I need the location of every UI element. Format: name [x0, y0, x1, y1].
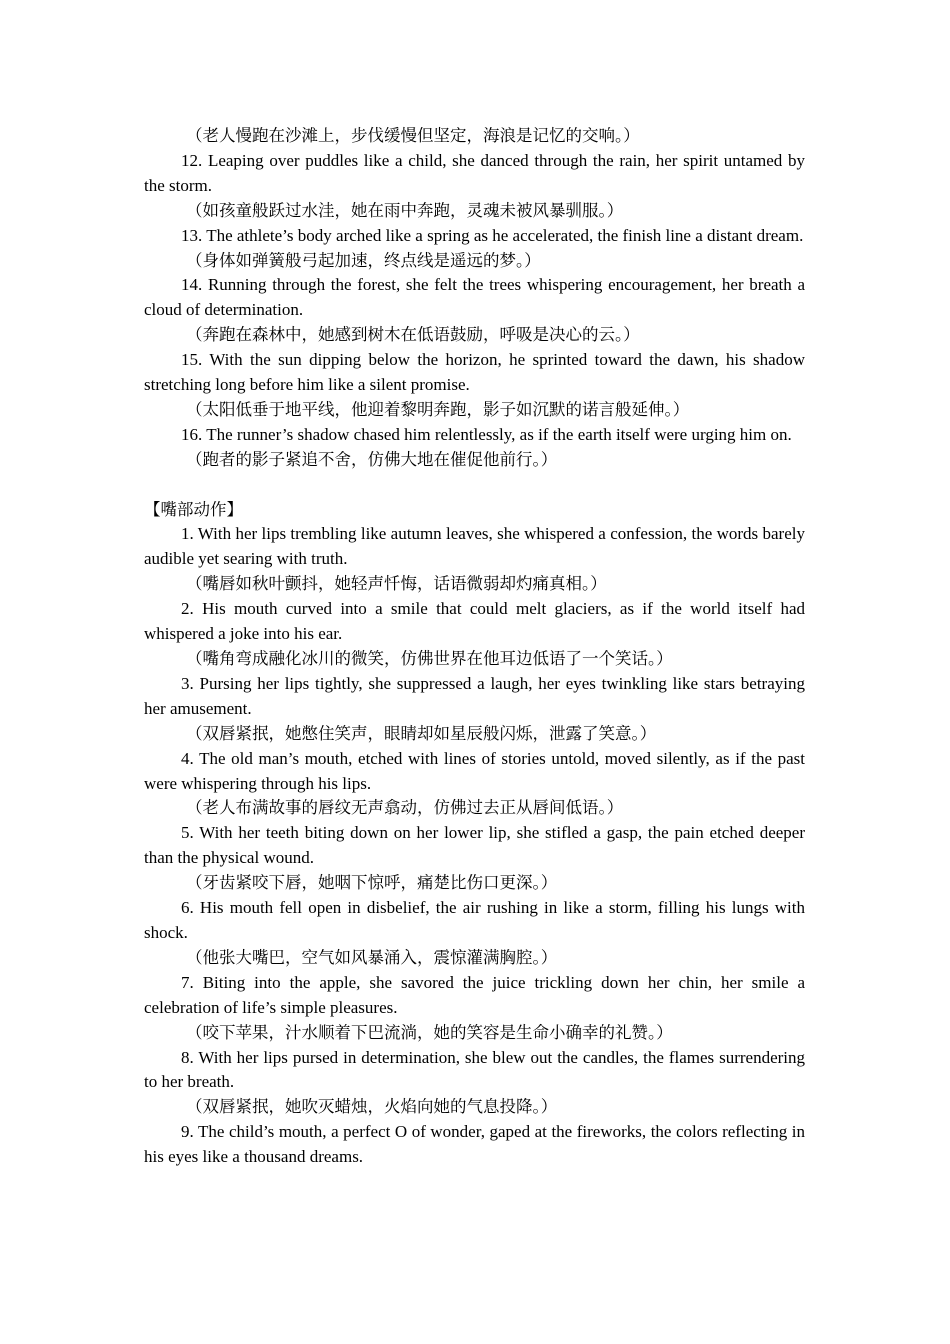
mouth-translation-7: （咬下苹果，汁水顺着下巴流淌，她的笑容是生命小确幸的礼赞。）	[186, 1022, 673, 1042]
translation-16: （跑者的影子紧追不舍，仿佛大地在催促他前行。）	[186, 449, 558, 469]
mouth-translation-3: （双唇紧抿，她憋住笑声，眼睛却如星辰般闪烁，泄露了笑意。）	[186, 723, 657, 743]
mouth-translation-8: （双唇紧抿，她吹灭蜡烛，火焰向她的气息投降。）	[186, 1097, 558, 1117]
sentence-16: 16. The runner’s shadow chased him relentlessly, as if the earth itself were urging him on.	[181, 424, 792, 444]
translation-line: （老人慢跑在沙滩上，步伐缓慢但坚定，海浪是记忆的交响。）	[186, 126, 640, 145]
mouth-translation-4: （老人布满故事的唇纹无声翕动，仿佛过去正从唇间低语。）	[186, 798, 624, 818]
translation-13: （身体如弹簧般弓起加速，终点线是遥远的梦。）	[186, 250, 541, 270]
mouth-sentence-8: 8. With her lips pursed in determination, she blew out the candles, the flames surrendering to her breath.	[144, 1047, 805, 1092]
mouth-sentence-2: 2. His mouth curved into a smile that could melt glaciers, as if the world itself had whispered a joke into his ear.	[144, 599, 805, 644]
sentence-13: 13. The athlete’s body arched like a spring as he accelerated, the finish line a distant dream.	[181, 225, 804, 245]
section-heading: 【嘴部动作】	[144, 499, 243, 519]
translation-14: （奔跑在森林中，她感到树木在低语鼓励，呼吸是决心的云。）	[186, 325, 640, 345]
document-page	[144, 124, 805, 1170]
mouth-sentence-9: 9. The child’s mouth, a perfect O of wonder, gaped at the fireworks, the colors reflecting in his eyes like a thousand dreams.	[144, 1122, 805, 1167]
translation-12: （如孩童般跃过水洼，她在雨中奔跑，灵魂未被风暴驯服。）	[186, 200, 624, 220]
mouth-translation-2: （嘴角弯成融化冰川的微笑，仿佛世界在他耳边低语了一个笑话。）	[186, 649, 673, 669]
translation-15: （太阳低垂于地平线，他迎着黎明奔跑，影子如沉默的诺言般延伸。）	[186, 399, 690, 419]
mouth-sentence-6: 6. His mouth fell open in disbelief, the air rushing in like a storm, filling his lungs with shock.	[144, 898, 805, 942]
blank-line	[144, 473, 805, 498]
mouth-sentence-7: 7. Biting into the apple, she savored the juice trickling down her chin, her smile a celebration of life’s simple pleasures.	[144, 972, 805, 1017]
mouth-translation-5: （牙齿紧咬下唇，她咽下惊呼，痛楚比伤口更深。）	[186, 873, 558, 893]
mouth-sentence-4: 4. The old man’s mouth, etched with lines of stories untold, moved silently, as if the past were whispering through his lips.	[144, 748, 805, 793]
mouth-sentence-1: 1. With her lips trembling like autumn leaves, she whispered a confession, the words barely audible yet searing with truth.	[144, 524, 805, 569]
sentence-14: 14. Running through the forest, she felt the trees whispering encouragement, her breath a cloud of determination.	[144, 275, 805, 320]
mouth-sentence-5: 5. With her teeth biting down on her lower lip, she stifled a gasp, the pain etched deeper than the physical wound.	[144, 823, 805, 868]
sentence-12: 12. Leaping over puddles like a child, she danced through the rain, her spirit untamed by the storm.	[144, 150, 805, 195]
mouth-sentence-3: 3. Pursing her lips tightly, she suppressed a laugh, her eyes twinkling like stars betraying her amusement.	[144, 673, 805, 718]
mouth-translation-1: （嘴唇如秋叶颤抖，她轻声忏悔，话语微弱却灼痛真相。）	[186, 574, 607, 594]
mouth-translation-6: （他张大嘴巴，空气如风暴涌入，震惊灌满胸腔。）	[186, 947, 558, 967]
sentence-15: 15. With the sun dipping below the horizon, he sprinted toward the dawn, his shadow stretching long before him like a silent promise.	[144, 350, 805, 395]
